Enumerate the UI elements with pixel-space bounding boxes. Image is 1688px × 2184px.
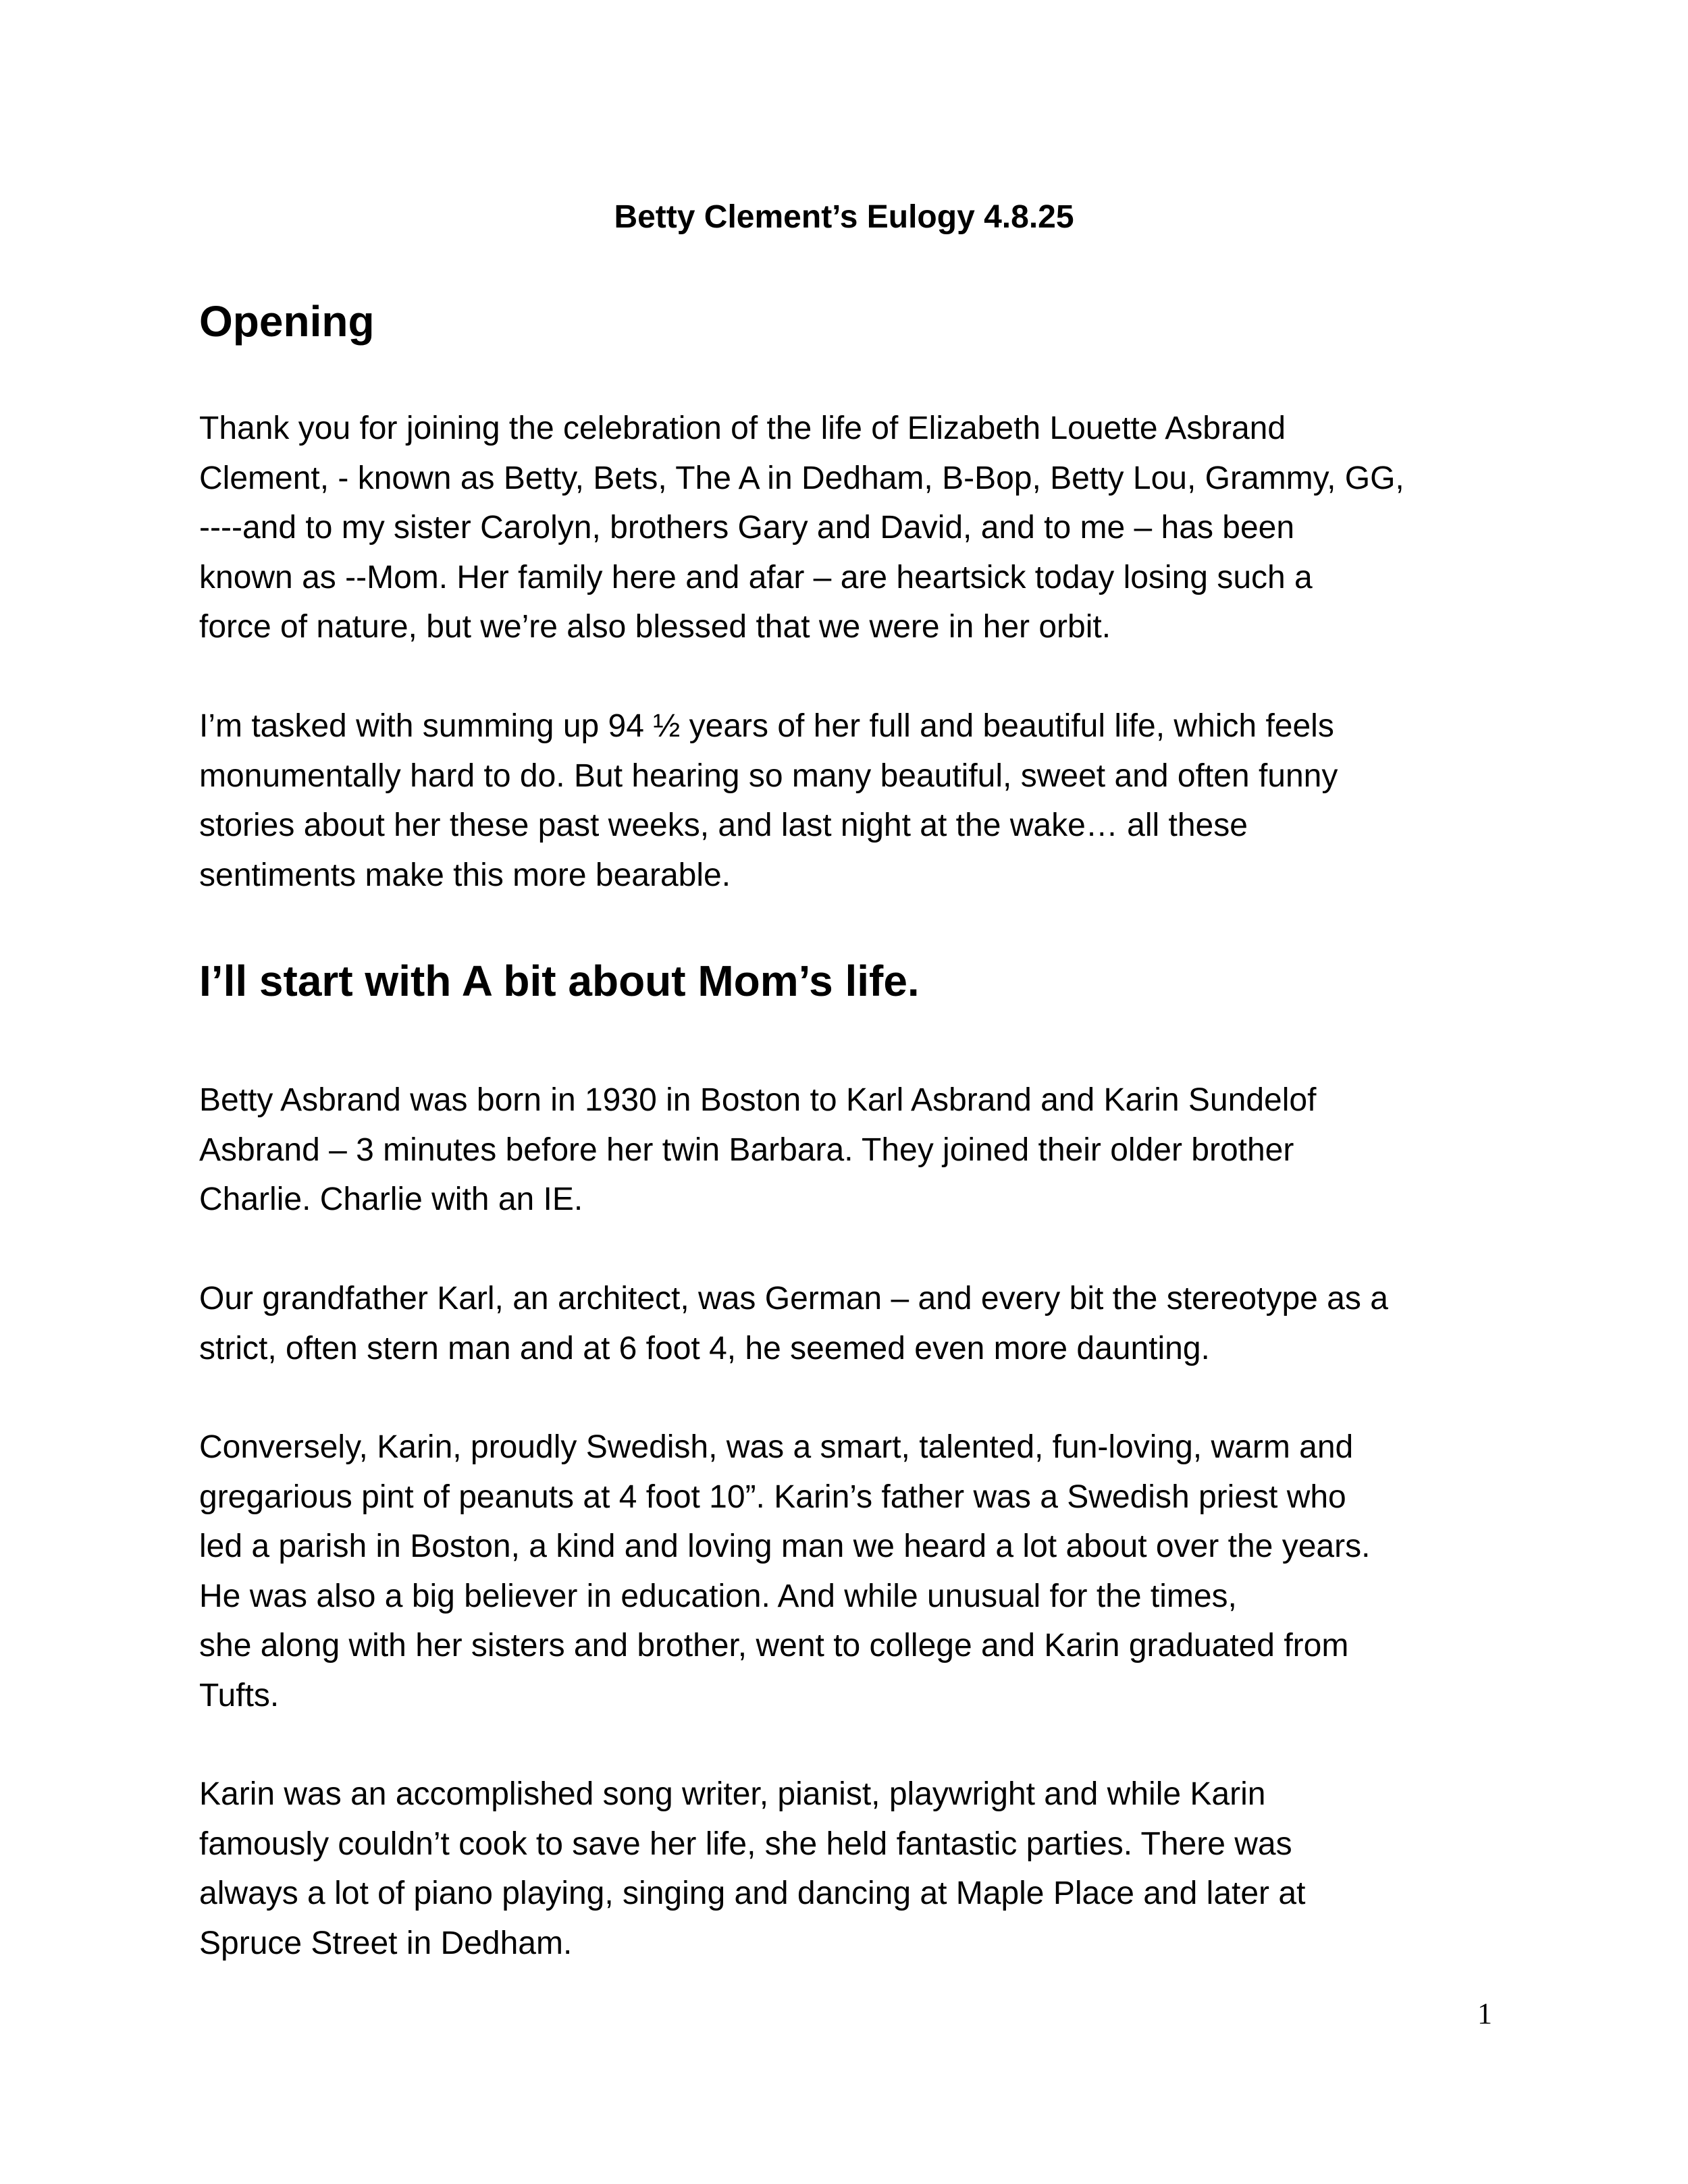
section-heading-opening: Opening <box>199 297 375 346</box>
text-line: she along with her sisters and brother, went to college and Karin graduated from <box>199 1628 1349 1663</box>
paragraph-life-2 <box>199 1274 1523 1373</box>
text-line: stories about her these past weeks, and last night at the wake… all these <box>199 807 1248 843</box>
text-line: force of nature, but we’re also blessed that we were in her orbit. <box>199 609 1111 645</box>
text-line: ----and to my sister Carolyn, brothers Gary and David, and to me – has been <box>199 510 1295 545</box>
text-line: Betty Asbrand was born in 1930 in Boston to Karl Asbrand and Karin Sundelof <box>199 1082 1317 1118</box>
paragraph-opening-1 <box>199 404 1523 652</box>
text-line: He was also a big believer in education. And while unusual for the times, <box>199 1578 1237 1614</box>
page-number: 1 <box>1477 1997 1492 2030</box>
text-line: strict, often stern man and at 6 foot 4, he seemed even more daunting. <box>199 1330 1210 1366</box>
text-line: always a lot of piano playing, singing and dancing at Maple Place and later at <box>199 1875 1306 1911</box>
paragraph-opening-2 <box>199 701 1523 900</box>
text-line: gregarious pint of peanuts at 4 foot 10”. Karin’s father was a Swedish priest who <box>199 1479 1346 1515</box>
text-line: Spruce Street in Dedham. <box>199 1925 573 1961</box>
text-line: Karin was an accomplished song writer, pianist, playwright and while Karin <box>199 1776 1266 1812</box>
text-line: led a parish in Boston, a kind and loving man we heard a lot about over the years. <box>199 1528 1371 1564</box>
text-line: I’m tasked with summing up 94 ½ years of her full and beautiful life, which feels <box>199 708 1334 744</box>
paragraph-life-1 <box>199 1075 1523 1225</box>
text-line: Charlie. Charlie with an IE. <box>199 1181 583 1217</box>
text-line: Our grandfather Karl, an architect, was German – and every bit the stereotype as a <box>199 1281 1388 1316</box>
paragraph-life-3 <box>199 1422 1523 1720</box>
text-line: Tufts. <box>199 1677 280 1713</box>
text-line: sentiments make this more bearable. <box>199 857 731 893</box>
section-heading-moms-life: I’ll start with A bit about Mom’s life. <box>199 957 920 1005</box>
text-line: Clement, - known as Betty, Bets, The A in Dedham, B-Bop, Betty Lou, Grammy, GG, <box>199 460 1404 496</box>
text-line: monumentally hard to do. But hearing so many beautiful, sweet and often funny <box>199 757 1338 794</box>
text-line: Conversely, Karin, proudly Swedish, was a smart, talented, fun-loving, warm and <box>199 1429 1354 1465</box>
text-line: famously couldn’t cook to save her life, she held fantastic parties. There was <box>199 1826 1292 1862</box>
text-line: Thank you for joining the celebration of the life of Elizabeth Louette Asbrand <box>199 410 1286 446</box>
document-title: Betty Clement’s Eulogy 4.8.25 <box>614 199 1074 235</box>
paragraph-life-4 <box>199 1769 1523 1968</box>
text-line: Asbrand – 3 minutes before her twin Barbara. They joined their older brother <box>199 1131 1294 1168</box>
text-line: known as --Mom. Her family here and afar – are heartsick today losing such a <box>199 559 1313 595</box>
